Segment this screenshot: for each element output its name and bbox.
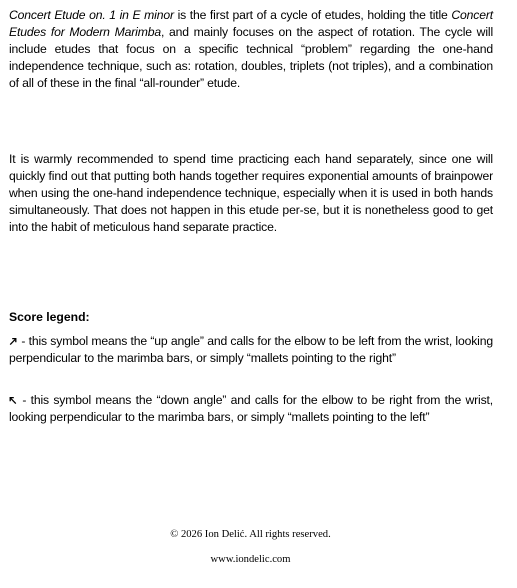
intro-paragraph: [9, 7, 493, 92]
etude-name: Concert Etude on. 1 in E minor: [9, 8, 174, 22]
up-angle-arrow-icon: [9, 336, 17, 346]
legend-up-angle-text: - this symbol means the “up angle” and calls for the elbow to be left from the wrist, looking perpendicular to the marimba bars, or simply “mallets pointing to the right”: [9, 334, 493, 365]
copyright-notice: © 2026 Ion Delić. All rights reserved.: [170, 529, 331, 540]
legend-item-down-angle: [9, 392, 493, 426]
intro-text-2: , and mainly focuses on the aspect of rotation. The cycle will include etudes that focus on a specific technical “problem” regarding the one-hand independence technique, such as: rotation, doubles, triplets (not triples), and a combination of all of these in the final “all-rounder” etude.: [9, 24, 493, 90]
legend-title: Score legend:: [9, 310, 90, 324]
legend-item-up-angle: [9, 333, 493, 367]
website-link[interactable]: www.iondelic.com: [210, 554, 291, 565]
down-angle-arrow-icon: [9, 395, 17, 405]
legend-down-angle-text: - this symbol means the “down angle” and calls for the elbow to be right from the wrist, looking perpendicular to the marimba bars, or simply “mallets pointing to the left”: [9, 393, 493, 424]
practice-paragraph: It is warmly recommended to spend time practicing each hand separately, since one will quickly find out that putting both hands together requires exponential amounts of brainpower when using the one-hand independence technique, especially when it is used in both hands simultaneously. That does not happen in this etude per-se, but it is nonetheless good to get into the habit of meticulous hand separate practice.: [9, 152, 493, 234]
cycle-title: Concert Etudes for Modern Marimba: [9, 8, 493, 39]
intro-text-1: is the first part of a cycle of etudes, holding the title: [173, 8, 452, 22]
